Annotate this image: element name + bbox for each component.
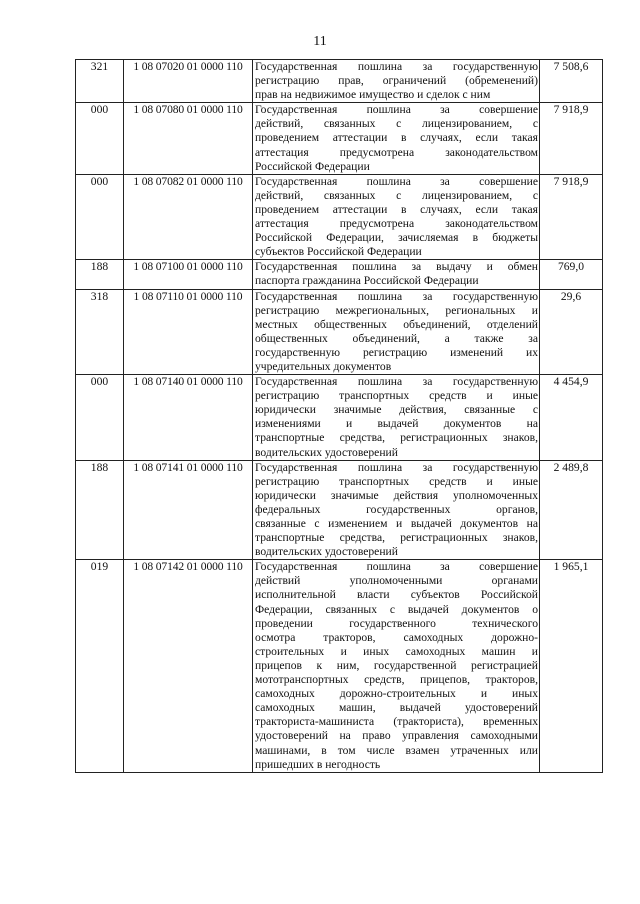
amount-cell: 769,0 (540, 260, 603, 289)
page-number: 11 (313, 34, 327, 49)
revenue-name-line: Федерации, связанных с выдачей документов о (255, 602, 538, 616)
revenue-name-line: Российской Федерации (255, 159, 370, 173)
revenue-name-line: исполнительной власти субъектов Российской (255, 588, 538, 602)
revenue-name-line: Государственная пошлина за государственную (255, 375, 538, 389)
revenue-name-cell (253, 260, 540, 289)
revenue-name-line: Государственная пошлина за государственную (255, 460, 538, 474)
revenue-name-line: пришедших в негодность (255, 757, 381, 771)
revenue-name-line: регистрацию транспортных средств и иные (255, 389, 538, 403)
revenue-name-line: самоходных машин, выдачей удостоверений (255, 701, 538, 715)
revenue-table (75, 59, 603, 773)
revenue-name-line: удостоверений на право управления самоходными (255, 729, 538, 743)
revenue-name-line: осмотра тракторов, самоходных дорожно- (255, 630, 538, 644)
amount-cell: 4 454,9 (540, 375, 603, 461)
revenue-name-line: самоходных дорожно-строительных и иных (255, 687, 538, 701)
amount-cell: 7 508,6 (540, 60, 603, 103)
revenue-name-line: Российской Федерации, зачисляемая в бюджеты (255, 231, 538, 245)
table-row (76, 560, 603, 772)
revenue-name-line: строительных и иных самоходных машин и (255, 644, 538, 658)
admin-code-cell: 000 (76, 103, 124, 174)
admin-code-cell: 000 (76, 375, 124, 461)
revenue-name-line: государственную регистрацию изменений их (255, 345, 538, 359)
revenue-name-line: субъектов Российской Федерации (255, 245, 422, 259)
revenue-name-line: Государственная пошлина за совершение (255, 174, 538, 188)
revenue-name-line: аттестация предусмотрена законодательством (255, 217, 538, 231)
table-row (76, 103, 603, 174)
amount-cell: 1 965,1 (540, 560, 603, 772)
budget-classification-code-cell: 1 08 07020 01 0000 110 (124, 60, 253, 103)
budget-classification-code-cell: 1 08 07142 01 0000 110 (124, 560, 253, 772)
budget-classification-code-cell: 1 08 07080 01 0000 110 (124, 103, 253, 174)
amount-cell: 29,6 (540, 289, 603, 375)
revenue-name-line: юридически значимые действия уполномоченных (255, 488, 538, 502)
revenue-name-line: общественных объединений, а также за (255, 331, 538, 345)
revenue-name-cell (253, 60, 540, 103)
revenue-name-line: транспортные средства, регистрационных знаков, (255, 431, 538, 445)
revenue-name-line: водительских удостоверений (255, 545, 398, 559)
revenue-name-cell (253, 103, 540, 174)
revenue-name-line: местных общественных объединений, отделений (255, 317, 538, 331)
revenue-name-line: проведением аттестации в случаях, если такая (255, 202, 538, 216)
revenue-name-line: действий, связанных с лицензированием, с (255, 188, 538, 202)
revenue-name-line: действий, связанных с лицензированием, с (255, 117, 538, 131)
amount-cell: 7 918,9 (540, 103, 603, 174)
revenue-name-line: проведением аттестации в случаях, если такая (255, 131, 538, 145)
revenue-name-line: регистрацию прав, ограничений (обременений) (255, 74, 538, 88)
revenue-name-line: тракториста-машиниста (тракториста), временных (255, 715, 538, 729)
revenue-name-line: регистрацию межрегиональных, региональных и (255, 303, 538, 317)
revenue-name-line: аттестация предусмотрена законодательством (255, 145, 538, 159)
revenue-name-line: прицепов к ним, государственной регистрацией (255, 658, 538, 672)
revenue-name-cell (253, 375, 540, 461)
table-body (76, 60, 603, 773)
table-row (76, 174, 603, 260)
revenue-name-line: федеральных государственных органов, (255, 502, 538, 516)
revenue-name-cell (253, 560, 540, 772)
admin-code-cell: 000 (76, 174, 124, 260)
revenue-name-line: машинами, в том числе взамен утраченных или (255, 743, 538, 757)
table-row (76, 260, 603, 289)
admin-code-cell: 019 (76, 560, 124, 772)
revenue-name-line: юридически значимые действия, связанные с (255, 403, 538, 417)
revenue-name-line: водительских удостоверений (255, 445, 398, 459)
admin-code-cell: 188 (76, 260, 124, 289)
amount-cell: 2 489,8 (540, 460, 603, 560)
admin-code-cell: 321 (76, 60, 124, 103)
table-row (76, 60, 603, 103)
revenue-name-line: учредительных документов (255, 359, 392, 373)
budget-classification-code-cell: 1 08 07110 01 0000 110 (124, 289, 253, 375)
revenue-name-line: Государственная пошлина за совершение (255, 103, 538, 117)
amount-cell: 7 918,9 (540, 174, 603, 260)
table-row (76, 460, 603, 560)
revenue-name-line: Государственная пошлина за совершение (255, 560, 538, 574)
revenue-name-line: мототранспортных средств, прицепов, тракторов, (255, 673, 538, 687)
revenue-name-line: связанные с изменением и выдачей документов на (255, 517, 538, 530)
budget-classification-code-cell: 1 08 07100 01 0000 110 (124, 260, 253, 289)
table-row (76, 375, 603, 461)
revenue-name-cell (253, 174, 540, 260)
revenue-name-line: изменениями и выдачей документов на (255, 417, 538, 431)
revenue-name-line: регистрацию транспортных средств и иные (255, 474, 538, 488)
revenue-name-line: транспортные средства, регистрационных знаков, (255, 531, 538, 545)
admin-code-cell: 318 (76, 289, 124, 375)
revenue-name-line: Государственная пошлина за государственную (255, 289, 538, 303)
revenue-name-line: Государственная пошлина за государственную (255, 60, 538, 73)
budget-classification-code-cell: 1 08 07141 01 0000 110 (124, 460, 253, 560)
revenue-name-cell (253, 460, 540, 560)
revenue-name-line: проведении государственного технического (255, 616, 538, 630)
revenue-name-cell (253, 289, 540, 375)
budget-classification-code-cell: 1 08 07082 01 0000 110 (124, 174, 253, 260)
budget-classification-code-cell: 1 08 07140 01 0000 110 (124, 375, 253, 461)
admin-code-cell: 188 (76, 460, 124, 560)
table-row (76, 289, 603, 375)
revenue-name-line: прав на недвижимое имущество и сделок с ним (255, 88, 491, 102)
revenue-name-line: паспорта гражданина Российской Федерации (255, 274, 479, 288)
revenue-name-line: Государственная пошлина за выдачу и обмен (255, 260, 538, 274)
revenue-name-line: действий уполномоченными органами (255, 574, 538, 588)
